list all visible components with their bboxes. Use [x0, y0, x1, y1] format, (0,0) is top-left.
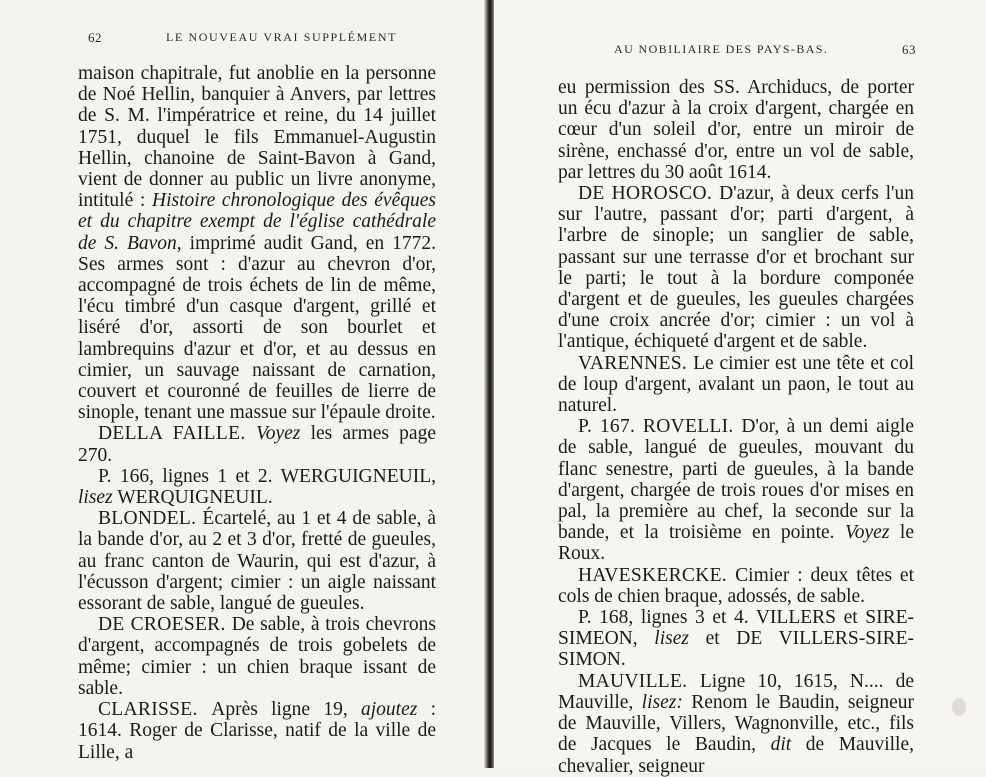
- entry-heading: VARENNES.: [578, 352, 694, 374]
- body-text: Écartelé, au 1 et 4 de sable, à la bande d'or, au 2 et 3 d'or, fretté de gueules, au franc canton de Waurin, qui est d'azur, à l'écusson d'argent; cimier : un aigle naissant essorant de sable, langué de gueules.: [78, 508, 436, 615]
- paragraph: [558, 671, 914, 777]
- paragraph: [78, 699, 436, 763]
- body-text: P. 166, lignes 1 et 2. WERGUIGNEUIL,: [98, 465, 436, 487]
- paragraph: [558, 353, 914, 417]
- italic-text: dit: [770, 734, 792, 756]
- paragraph: [558, 416, 914, 564]
- page-number-right: 63: [902, 42, 916, 57]
- paragraph: [78, 508, 436, 614]
- body-text: P. 168, lignes 3 et 4. VILLERS et SIRE-SIMEON,: [558, 607, 914, 650]
- italic-text: Voyez: [845, 522, 890, 544]
- body-text: Ligne 10, 1615, N.... de Mauville,: [558, 670, 914, 713]
- right-page-text: [558, 77, 914, 777]
- body-text: de Mauville, chevalier, seigneur: [558, 734, 914, 777]
- ink-blot: [952, 698, 966, 716]
- body-text: D'azur, à deux cerfs l'un sur l'autre, passant d'or; parti d'argent, à l'arbre de sinople; un sanglier de sable, passant sur une terrasse d'or et brochant sur le parti; le tout à la bordure componée d'argent et de gueules, les gueules chargées d'une croix ancrée d'or; cimier : un vol à l'antique, échiqueté d'argent et de sable.: [558, 183, 914, 353]
- right-page: [494, 0, 986, 777]
- entry-heading: DELLA FAILLE.: [98, 423, 256, 445]
- paragraph: [78, 423, 436, 465]
- body-text: Renom le Baudin, seigneur de Mauville, Villers, Wagnonville, etc., fils de Jacques le Baudin,: [558, 691, 914, 756]
- italic-text: lisez: [654, 628, 689, 650]
- page-number-left: 62: [88, 30, 102, 45]
- body-text: D'or, à un demi aigle de sable, langué de gueules, mouvant du flanc senestre, parti de gueules, à la bande d'argent, chargée de trois roues d'or mises en pal, la première au chef, la seconde sur la bande, et la troisième en pointe.: [558, 416, 914, 544]
- body-text: , imprimé audit Gand, en 1772. Ses armes sont : d'azur au chevron d'or, accompagné de trois échets de lin de même, l'écu timbré d'un casque d'argent, grillé et liséré d'or, assorti de son bourlet et lambrequins d'azur et d'or, et au dessus en cimier, un sauvage naissant de carnation, couvert et couronné de feuilles de lierre de sinople, tenant une massue sur l'épaule droite.: [78, 232, 436, 424]
- body-text: les armes page 270.: [78, 423, 436, 466]
- body-text: De sable, à trois chevrons d'argent, accompagnés de trois gobelets de même; cimier : un chien braque issant de sable.: [78, 614, 436, 699]
- italic-text: ajoutez: [360, 699, 418, 721]
- body-text: le Roux.: [558, 522, 914, 565]
- left-page-text: [78, 63, 436, 763]
- paragraph: [78, 614, 436, 699]
- paragraph: [558, 565, 914, 607]
- paragraph: [558, 183, 914, 353]
- entry-heading: MAUVILLE.: [578, 670, 700, 692]
- body-text: : 1614. Roger de Clarisse, natif de la ville de Lille, a: [78, 699, 437, 763]
- body-text: maison chapitrale, fut anoblie en la personne de Noé Hellin, banquier à Anvers, par lettres de S. M. l'impératrice et reine, du 14 juillet 1751, duquel le fils Emmanuel-Augustin Hellin, chanoine de Saint-Bavon à Gand, vient de donner au public un livre anonyme, intitulé :: [78, 63, 436, 212]
- entry-heading: CLARISSE.: [98, 699, 212, 721]
- italic-text: lisez:: [641, 691, 683, 713]
- paragraph: [78, 63, 436, 423]
- entry-heading: DE CROESER.: [98, 614, 232, 636]
- entry-heading: HAVESKERCKE.: [578, 564, 736, 586]
- body-text: et DE VILLERS-SIRE-SIMON.: [558, 628, 914, 671]
- entry-heading: DE HOROSCO.: [578, 183, 720, 205]
- paragraph: [558, 607, 914, 671]
- entry-heading: BLONDEL.: [98, 508, 203, 530]
- entry-heading: P. 167. ROVELLI.: [578, 416, 742, 438]
- body-text: WERQUIGNEUIL.: [112, 487, 273, 509]
- running-title-left: LE NOUVEAU VRAI SUPPLÉMENT: [166, 30, 398, 44]
- body-text: Le cimier est une tête et col de loup d'argent, avalant un paon, le tout au naturel.: [558, 352, 914, 417]
- italic-text: Voyez: [255, 423, 301, 445]
- italic-text: lisez: [78, 487, 113, 509]
- paragraph: [78, 466, 436, 508]
- paragraph: [558, 77, 914, 183]
- running-title-right: AU NOBILIAIRE DES PAYS-BAS.: [614, 42, 829, 56]
- body-text: eu permission des SS. Archiducs, de porter un écu d'azur à la croix d'argent, chargée en cœur d'un soleil d'or, entre un miroir de sirène, enchassé d'or, entre un vol de sable, par lettres du 30 août 1614.: [558, 77, 914, 183]
- body-text: Après ligne 19,: [211, 699, 361, 721]
- left-page: [0, 0, 486, 768]
- italic-text: Histoire chronologique des évêques et du chapitre exempt de l'église cathédrale de S. Bavon: [78, 190, 436, 254]
- body-text: Cimier : deux têtes et cols de chien braque, adossés, de sable.: [558, 564, 914, 607]
